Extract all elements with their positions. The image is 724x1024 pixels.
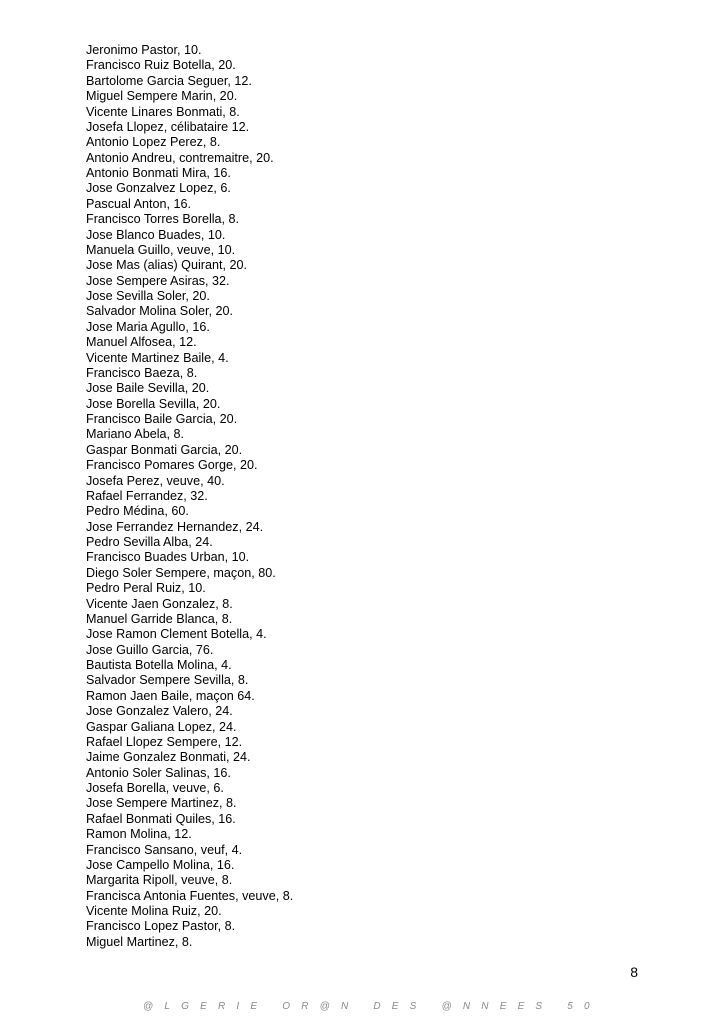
list-item: Antonio Lopez Perez, 8. xyxy=(86,135,221,150)
footer-watermark-text: @LGERIE OR@N DES @NNEES 50 xyxy=(143,1001,601,1012)
list-item: Salvador Sempere Sevilla, 8. xyxy=(86,673,249,688)
list-item: Vicente Jaen Gonzalez, 8. xyxy=(86,596,233,611)
list-item: Antonio Andreu, contremaitre, 20. xyxy=(86,150,274,165)
list-item: Bautista Botella Molina, 4. xyxy=(86,658,232,672)
list-item: Gaspar Galiana Lopez, 24. xyxy=(86,719,237,734)
list-item: Jaime Gonzalez Bonmati, 24. xyxy=(86,750,251,765)
entry-list xyxy=(86,43,293,950)
list-item: Francisco Baile Garcia, 20. xyxy=(86,412,238,426)
list-item: Vicente Molina Ruiz, 20. xyxy=(86,904,222,918)
list-item: Rafael Ferrandez, 32. xyxy=(86,488,208,503)
list-item: Francisco Buades Urban, 10. xyxy=(86,550,250,565)
page-number: 8 xyxy=(630,964,638,980)
list-item: Francisco Ruiz Botella, 20. xyxy=(86,58,236,73)
list-item: Manuel Garride Blanca, 8. xyxy=(86,611,233,626)
list-item: Jose Mas (alias) Quirant, 20. xyxy=(86,258,247,273)
list-item: Jose Ramon Clement Botella, 4. xyxy=(86,627,267,642)
list-item: Josefa Borella, veuve, 6. xyxy=(86,781,224,795)
list-item: Jose Baile Sevilla, 20. xyxy=(86,381,210,396)
list-item: Bartolome Garcia Seguer, 12. xyxy=(86,73,252,88)
list-item: Mariano Abela, 8. xyxy=(86,427,185,442)
list-item: Rafael Llopez Sempere, 12. xyxy=(86,734,243,749)
list-item: Jose Guillo Garcia, 76. xyxy=(86,642,214,657)
list-item: Vicente Linares Bonmati, 8. xyxy=(86,104,240,119)
list-item: Francisca Antonia Fuentes, veuve, 8. xyxy=(86,888,294,903)
list-item: Rafael Bonmati Quiles, 16. xyxy=(86,811,236,826)
list-item: Antonio Bonmati Mira, 16. xyxy=(86,166,231,180)
list-item: Pedro Médina, 60. xyxy=(86,504,189,519)
list-item: Josefa Llopez, célibataire 12. xyxy=(86,119,250,134)
list-item: Francisco Sansano, veuf, 4. xyxy=(86,842,243,857)
list-item: Antonio Soler Salinas, 16. xyxy=(86,765,231,780)
list-item: Salvador Molina Soler, 20. xyxy=(86,304,234,319)
list-item: Francisco Pomares Gorge, 20. xyxy=(86,458,258,473)
list-item: Margarita Ripoll, veuve, 8. xyxy=(86,873,233,888)
list-item: Gaspar Bonmati Garcia, 20. xyxy=(86,442,243,457)
list-item: Jose Gonzalvez Lopez, 6. xyxy=(86,181,231,196)
list-item: Jose Sempere Martinez, 8. xyxy=(86,796,237,811)
list-item: Pascual Anton, 16. xyxy=(86,196,192,211)
list-item: Jose Sevilla Soler, 20. xyxy=(86,289,210,303)
list-item: Manuela Guillo, veuve, 10. xyxy=(86,242,236,257)
list-item: Josefa Perez, veuve, 40. xyxy=(86,473,225,488)
list-item: Francisco Lopez Pastor, 8. xyxy=(86,919,236,934)
list-item: Pedro Peral Ruiz, 10. xyxy=(86,581,206,596)
list-item: Diego Soler Sempere, maçon, 80. xyxy=(86,565,276,580)
list-item: Jose Sempere Asiras, 32. xyxy=(86,273,230,288)
list-item: Jose Blanco Buades, 10. xyxy=(86,227,226,242)
list-item: Jeronimo Pastor, 10. xyxy=(86,43,202,57)
list-item: Miguel Martinez, 8. xyxy=(86,934,193,949)
list-item: Ramon Jaen Baile, maçon 64. xyxy=(86,688,255,703)
list-item: Francisco Torres Borella, 8. xyxy=(86,212,240,227)
list-item: Jose Ferrandez Hernandez, 24. xyxy=(86,519,264,534)
list-item: Jose Maria Agullo, 16. xyxy=(86,319,210,334)
list-item: Manuel Alfosea, 12. xyxy=(86,335,197,350)
list-item: Pedro Sevilla Alba, 24. xyxy=(86,535,213,549)
list-item: Francisco Baeza, 8. xyxy=(86,365,198,380)
list-item: Jose Gonzalez Valero, 24. xyxy=(86,704,233,719)
list-item: Jose Campello Molina, 16. xyxy=(86,857,235,872)
list-item: Miguel Sempere Marin, 20. xyxy=(86,89,238,104)
list-item: Ramon Molina, 12. xyxy=(86,827,192,842)
list-item: Vicente Martinez Baile, 4. xyxy=(86,350,229,365)
list-item: Jose Borella Sevilla, 20. xyxy=(86,396,221,411)
